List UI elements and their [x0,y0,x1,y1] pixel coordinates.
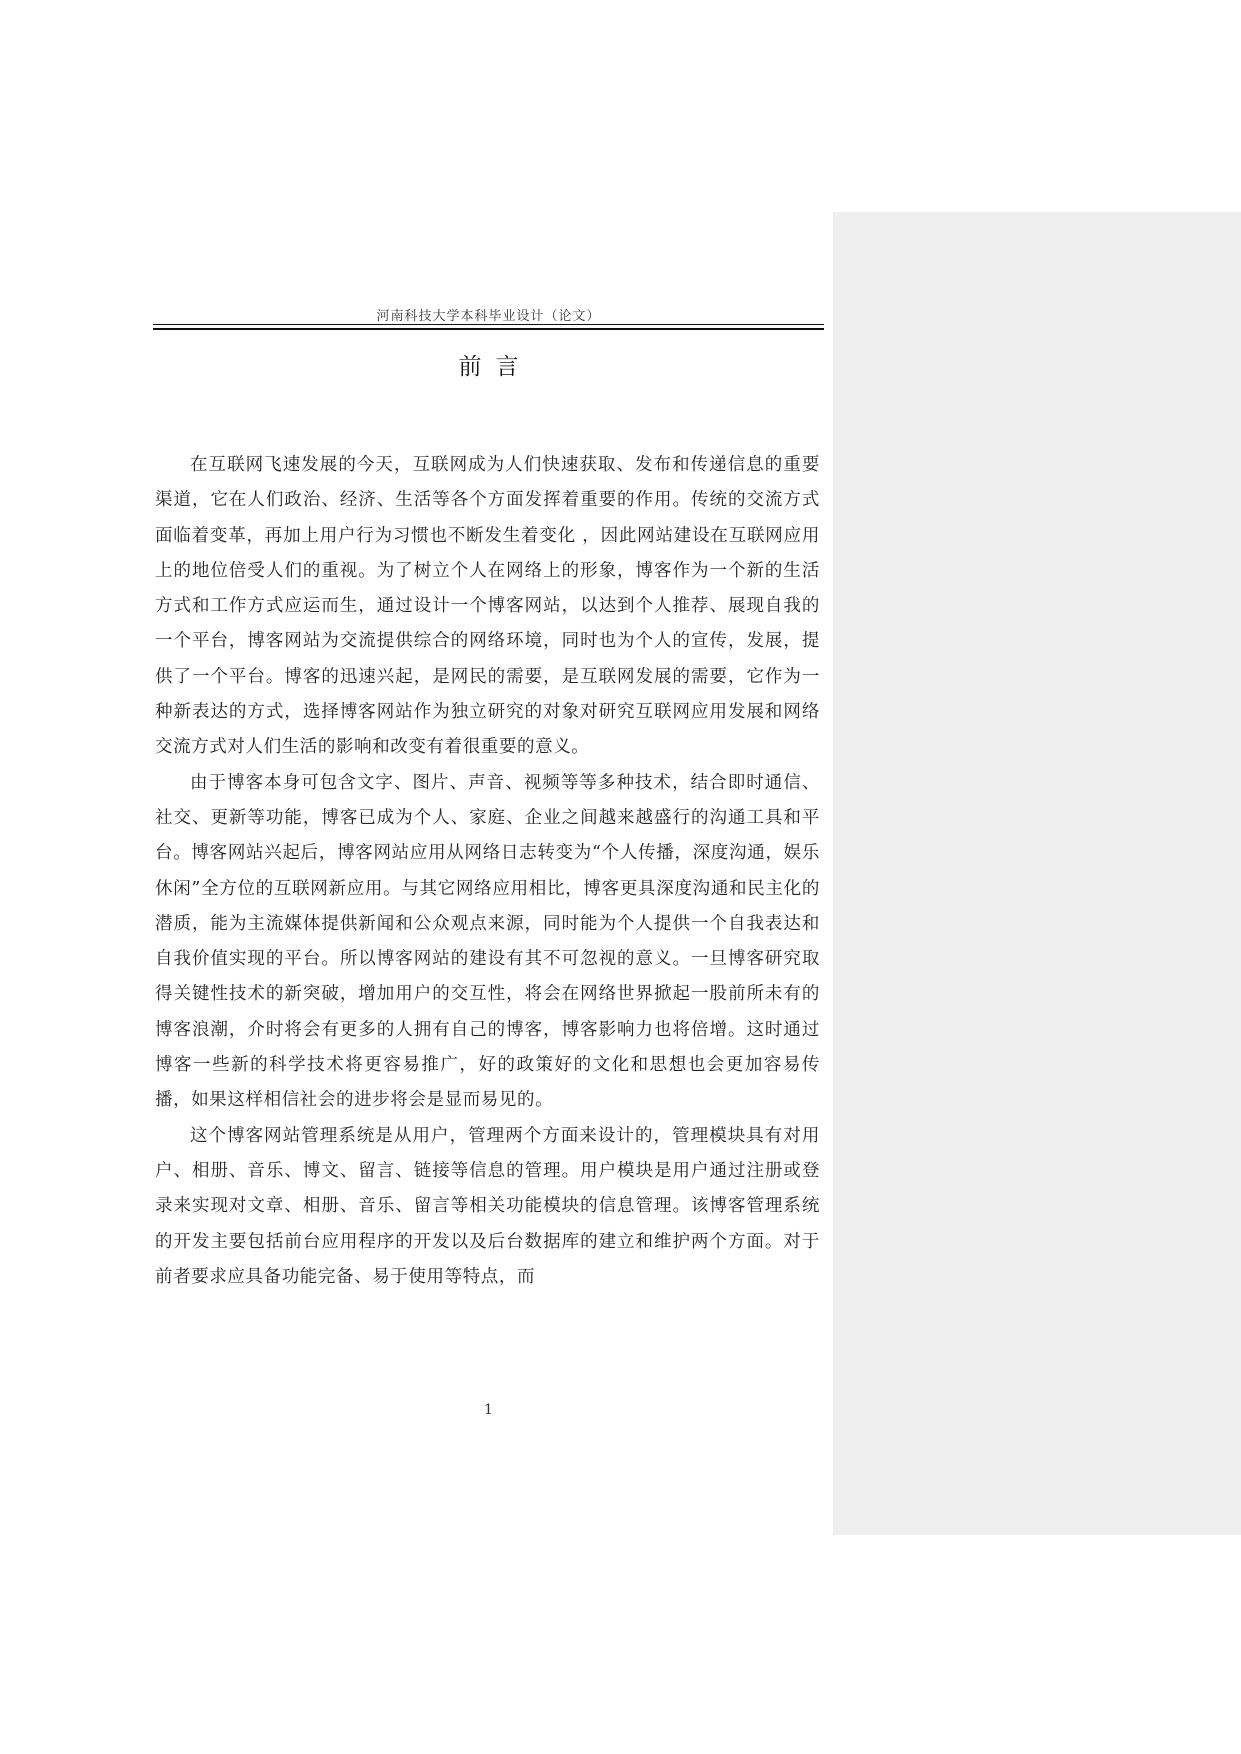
paragraph-1: 在互联网飞速发展的今天，互联网成为人们快速获取、发布和传递信息的重要渠道，它在人们政治、经济、生活等各个方面发挥着重要的作用。传统的交流方式面临着变革，再加上用户行为习惯也不断发生着变化 ，因此网站建设在互联网应用上的地位倍受人们的重视。为了树立个人在网络上的形象，博客作为一个新的生活方式和工作方式应运而生，通过设计一个博客网站，以达到个人推荐、展现自我的一个平台，博客网站为交流提供综合的网络环境，同时也为个人的宣传，发展，提供了一个平台。博客的迅速兴起，是网民的需要，是互联网发展的需要，它作为一种新表达的方式，选择博客网站作为独立研究的对象对研究互联网应用发展和网络交流方式对人们生活的影响和改变有着很重要的意义。 [155,455,820,758]
header-rule [153,324,824,330]
page-title: 前言 [458,354,533,380]
page-number: 1 [484,1402,493,1418]
paragraph-2: 由于博客本身可包含文字、图片、声音、视频等等多种技术，结合即时通信、社交、更新等功能，博客已成为个人、家庭、企业之间越来越盛行的沟通工具和平台。博客网站兴起后，博客网站应用从网络日志转变为“个人传播，深度沟通，娱乐休闲”全方位的互联网新应用。与其它网络应用相比，博客更具深度沟通和民主化的潜质，能为主流媒体提供新闻和公众观点来源，同时能为个人提供一个自我表达和自我价值实现的平台。所以博客网站的建设有其不可忽视的意义。一旦博客研究取得关键性技术的新突破，增加用户的交互性，将会在网络世界掀起一股前所未有的博客浪潮，介时将会有更多的人拥有自己的博客，博客影响力也将倍增。这时通过博客一些新的科学技术将更容易推广，好的政策好的文化和思想也会更加容易传播，如果这样相信社会的进步将会是显而易见的。 [155,772,820,1111]
paragraph-3: 这个博客网站管理系统是从用户，管理两个方面来设计的，管理模块具有对用户、相册、音乐、博文、留言、链接等信息的管理。用户模块是用户通过注册或登录来实现对文章、相册、音乐、留言等相关功能模块的信息管理。该博客管理系统的开发主要包括前台应用程序的开发以及后台数据库的建立和维护两个方面。对于前者要求应具备功能完备、易于使用等特点，而 [155,1125,820,1287]
running-header: 河南科技大学本科毕业设计（论文） [376,309,601,324]
body-text [155,448,820,1295]
comment-pane [833,212,1241,1535]
